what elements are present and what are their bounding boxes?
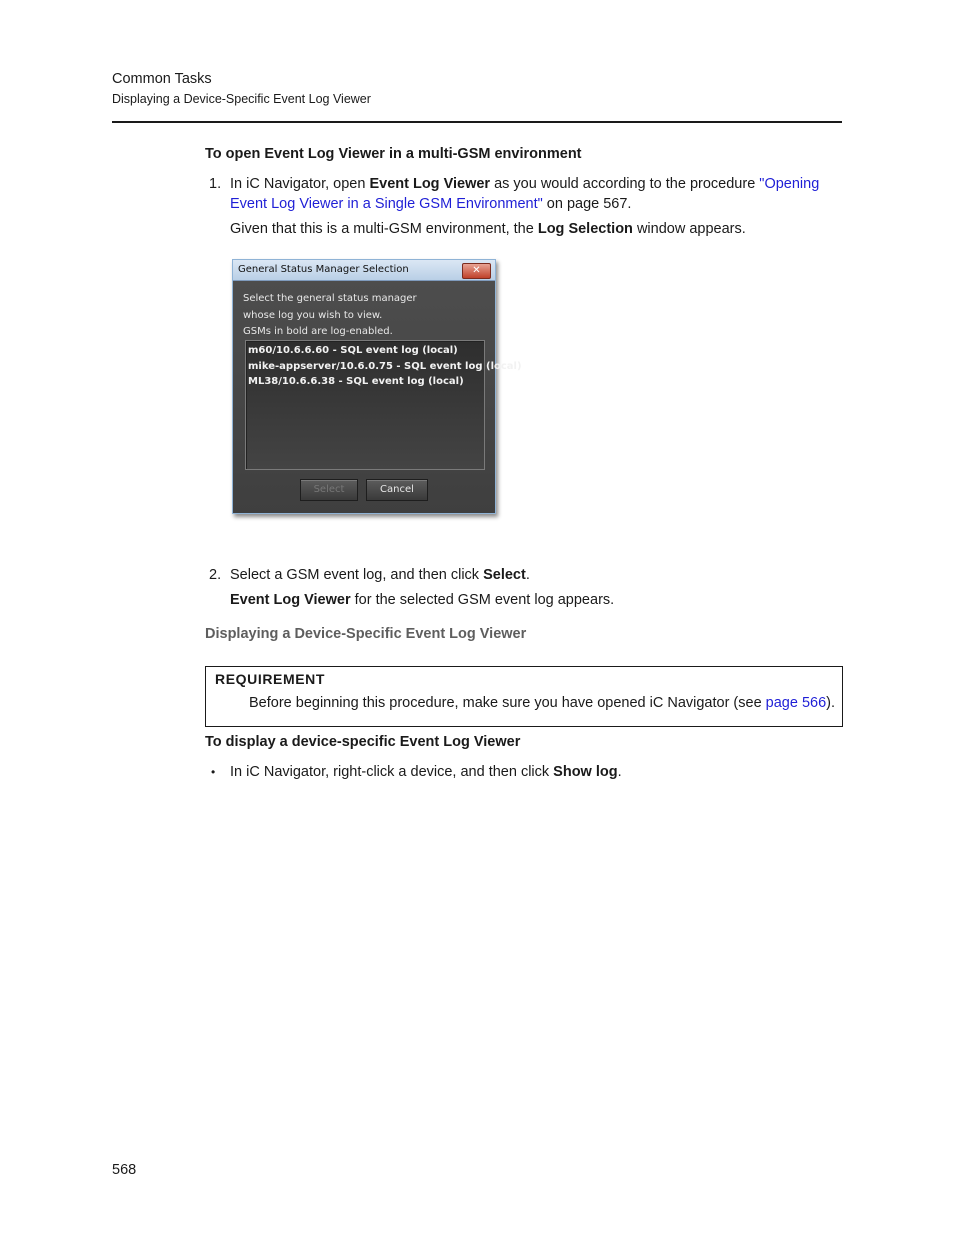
step-1-number: 1.	[209, 176, 222, 192]
step-2-number: 2.	[209, 567, 222, 583]
dialog-instruction-line: whose log you wish to view.	[243, 309, 383, 321]
gsm-list[interactable]	[245, 340, 522, 470]
step-1-result	[230, 219, 746, 239]
bullet-icon: •	[211, 765, 216, 779]
step-1-text-a: In iC Navigator, open	[230, 176, 370, 192]
cancel-button[interactable]: Cancel	[366, 479, 428, 501]
step-1-result-text-b: window appears.	[632, 221, 746, 237]
procedure-heading-multi-gsm: To open Event Log Viewer in a multi-GSM environment	[205, 146, 582, 162]
opening-event-log-viewer-link-part1[interactable]: "Opening	[759, 176, 820, 192]
step-2-result-text: for the selected GSM event log appears.	[350, 592, 615, 608]
select-button[interactable]: Select	[300, 479, 358, 501]
step-1-line-1	[230, 174, 819, 194]
step-1-result-bold: Log Selection	[537, 221, 633, 237]
dialog-title-bar[interactable]	[233, 260, 495, 281]
dialog-instruction-line: GSMs in bold are log-enabled.	[243, 326, 393, 337]
dialog-instruction-line: Select the general status manager	[243, 293, 417, 304]
requirement-label: REQUIREMENT	[215, 671, 326, 687]
step-2-text-b: .	[525, 567, 530, 583]
running-header-section: Displaying a Device-Specific Event Log Viewer	[112, 92, 371, 106]
bullet-bold-show-log: Show log	[553, 764, 618, 780]
requirement-box	[205, 666, 843, 727]
step-2-bold-select: Select	[483, 567, 526, 583]
section-heading-device-specific: Displaying a Device-Specific Event Log Viewer	[205, 626, 527, 642]
list-item[interactable]: mike-appserver/10.6.0.75 - SQL event log (local)	[248, 360, 522, 372]
close-icon[interactable]: ✕	[462, 263, 491, 279]
list-item[interactable]: m60/10.6.6.60 - SQL event log (local)	[248, 345, 458, 356]
dialog-title: General Status Manager Selection	[238, 264, 409, 275]
requirement-text-a: Before beginning this procedure, make sure you have opened iC Navigator (see	[249, 695, 766, 711]
page-number: 568	[112, 1162, 137, 1178]
step-2-text-a: Select a GSM event log, and then click	[230, 567, 484, 583]
header-rule	[112, 121, 842, 123]
bullet-text-a: In iC Navigator, right-click a device, and then click	[230, 764, 554, 780]
page-566-link[interactable]: page 566	[765, 695, 827, 711]
step-1-result-text-a: Given that this is a multi-GSM environment, the	[230, 221, 538, 237]
step-2-result-bold: Event Log Viewer	[230, 592, 351, 608]
gsm-selection-dialog	[232, 259, 522, 514]
step-1-bold-event-log-viewer: Event Log Viewer	[369, 176, 491, 192]
bullet-item	[230, 762, 622, 782]
step-2-result	[230, 590, 614, 610]
bullet-text-b: .	[617, 764, 622, 780]
step-1-text-b: as you would according to the procedure	[490, 176, 760, 192]
step-1-line-2	[230, 194, 631, 214]
step-1-text-c: on page 567.	[542, 196, 632, 212]
procedure-heading-device-specific: To display a device-specific Event Log Viewer	[205, 734, 521, 750]
step-2-line	[230, 565, 530, 585]
dialog-instructions	[243, 291, 417, 341]
requirement-text-b: ).	[826, 695, 836, 711]
opening-event-log-viewer-link-part2[interactable]: Event Log Viewer in a Single GSM Environment"	[230, 196, 543, 212]
requirement-text	[249, 695, 835, 711]
running-header-chapter: Common Tasks	[112, 71, 212, 87]
list-item[interactable]: ML38/10.6.6.38 - SQL event log (local)	[248, 376, 464, 387]
